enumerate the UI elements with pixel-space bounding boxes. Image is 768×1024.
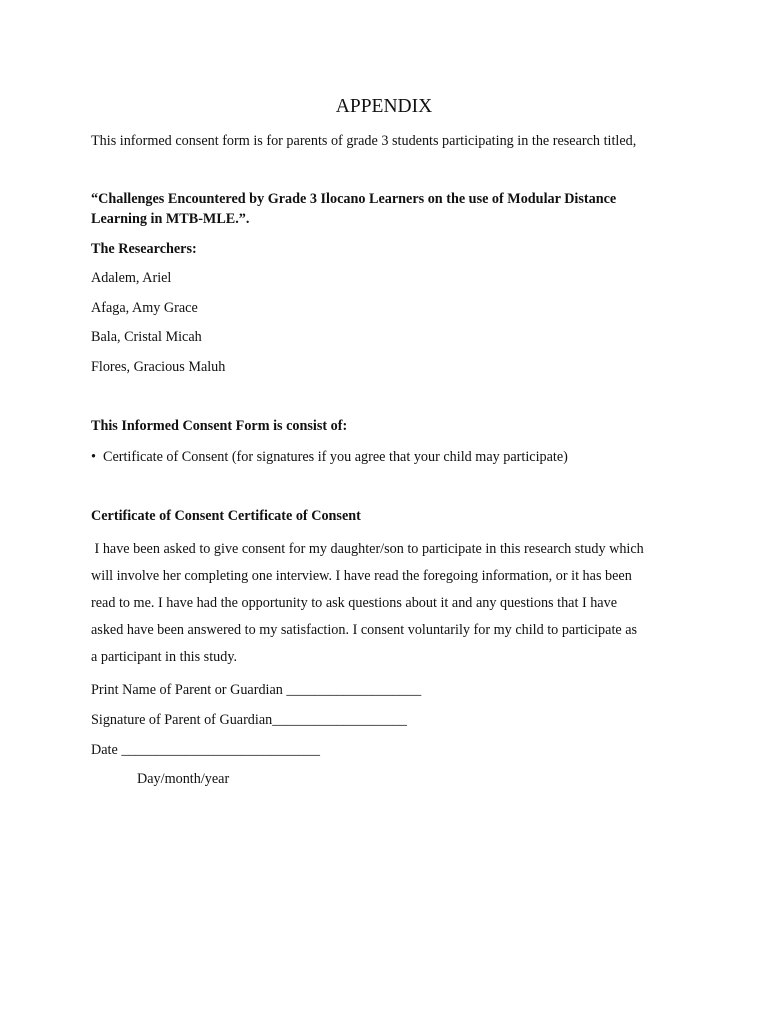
researcher-name: Flores, Gracious Maluh: [91, 359, 226, 375]
consent-paragraph: [91, 536, 691, 671]
research-title-line-2: Learning in MTB-MLE.”.: [91, 211, 250, 227]
date-field: Date ____________________________: [91, 742, 320, 758]
consent-line: a participant in this study.: [91, 649, 238, 665]
intro-text: This informed consent form is for parents of grade 3 students participating in the research titled,: [91, 133, 637, 149]
researcher-name: Adalem, Ariel: [91, 270, 172, 286]
consent-line: read to me. I have had the opportunity to ask questions about it and any questions that I have: [91, 595, 617, 611]
researcher-name: Afaga, Amy Grace: [91, 300, 198, 316]
page-title: APPENDIX: [335, 96, 433, 117]
research-title-line-1: “Challenges Encountered by Grade 3 Ilocano Learners on the use of Modular Distance: [91, 191, 617, 207]
bullet-list-item: [91, 448, 568, 466]
researcher-name: Bala, Cristal Micah: [91, 329, 202, 345]
consent-line: I have been asked to give consent for my daughter/son to participate in this research study which: [91, 541, 644, 557]
consent-line: asked have been answered to my satisfaction. I consent voluntarily for my child to participate as: [91, 622, 638, 638]
researchers-heading: The Researchers:: [91, 241, 197, 257]
bullet-icon: •: [91, 449, 96, 465]
certificate-heading: Certificate of Consent Certificate of Consent: [91, 508, 361, 524]
date-format-hint: Day/month/year: [137, 771, 230, 787]
form-contents-heading: This Informed Consent Form is consist of:: [91, 418, 348, 434]
signature-field: Signature of Parent of Guardian___________________: [91, 712, 408, 728]
print-name-field: Print Name of Parent or Guardian ___________________: [91, 682, 422, 698]
bullet-item-text: Certificate of Consent (for signatures if you agree that your child may participate): [103, 449, 568, 465]
consent-line: will involve her completing one interview. I have read the foregoing information, or it has been: [91, 568, 632, 584]
